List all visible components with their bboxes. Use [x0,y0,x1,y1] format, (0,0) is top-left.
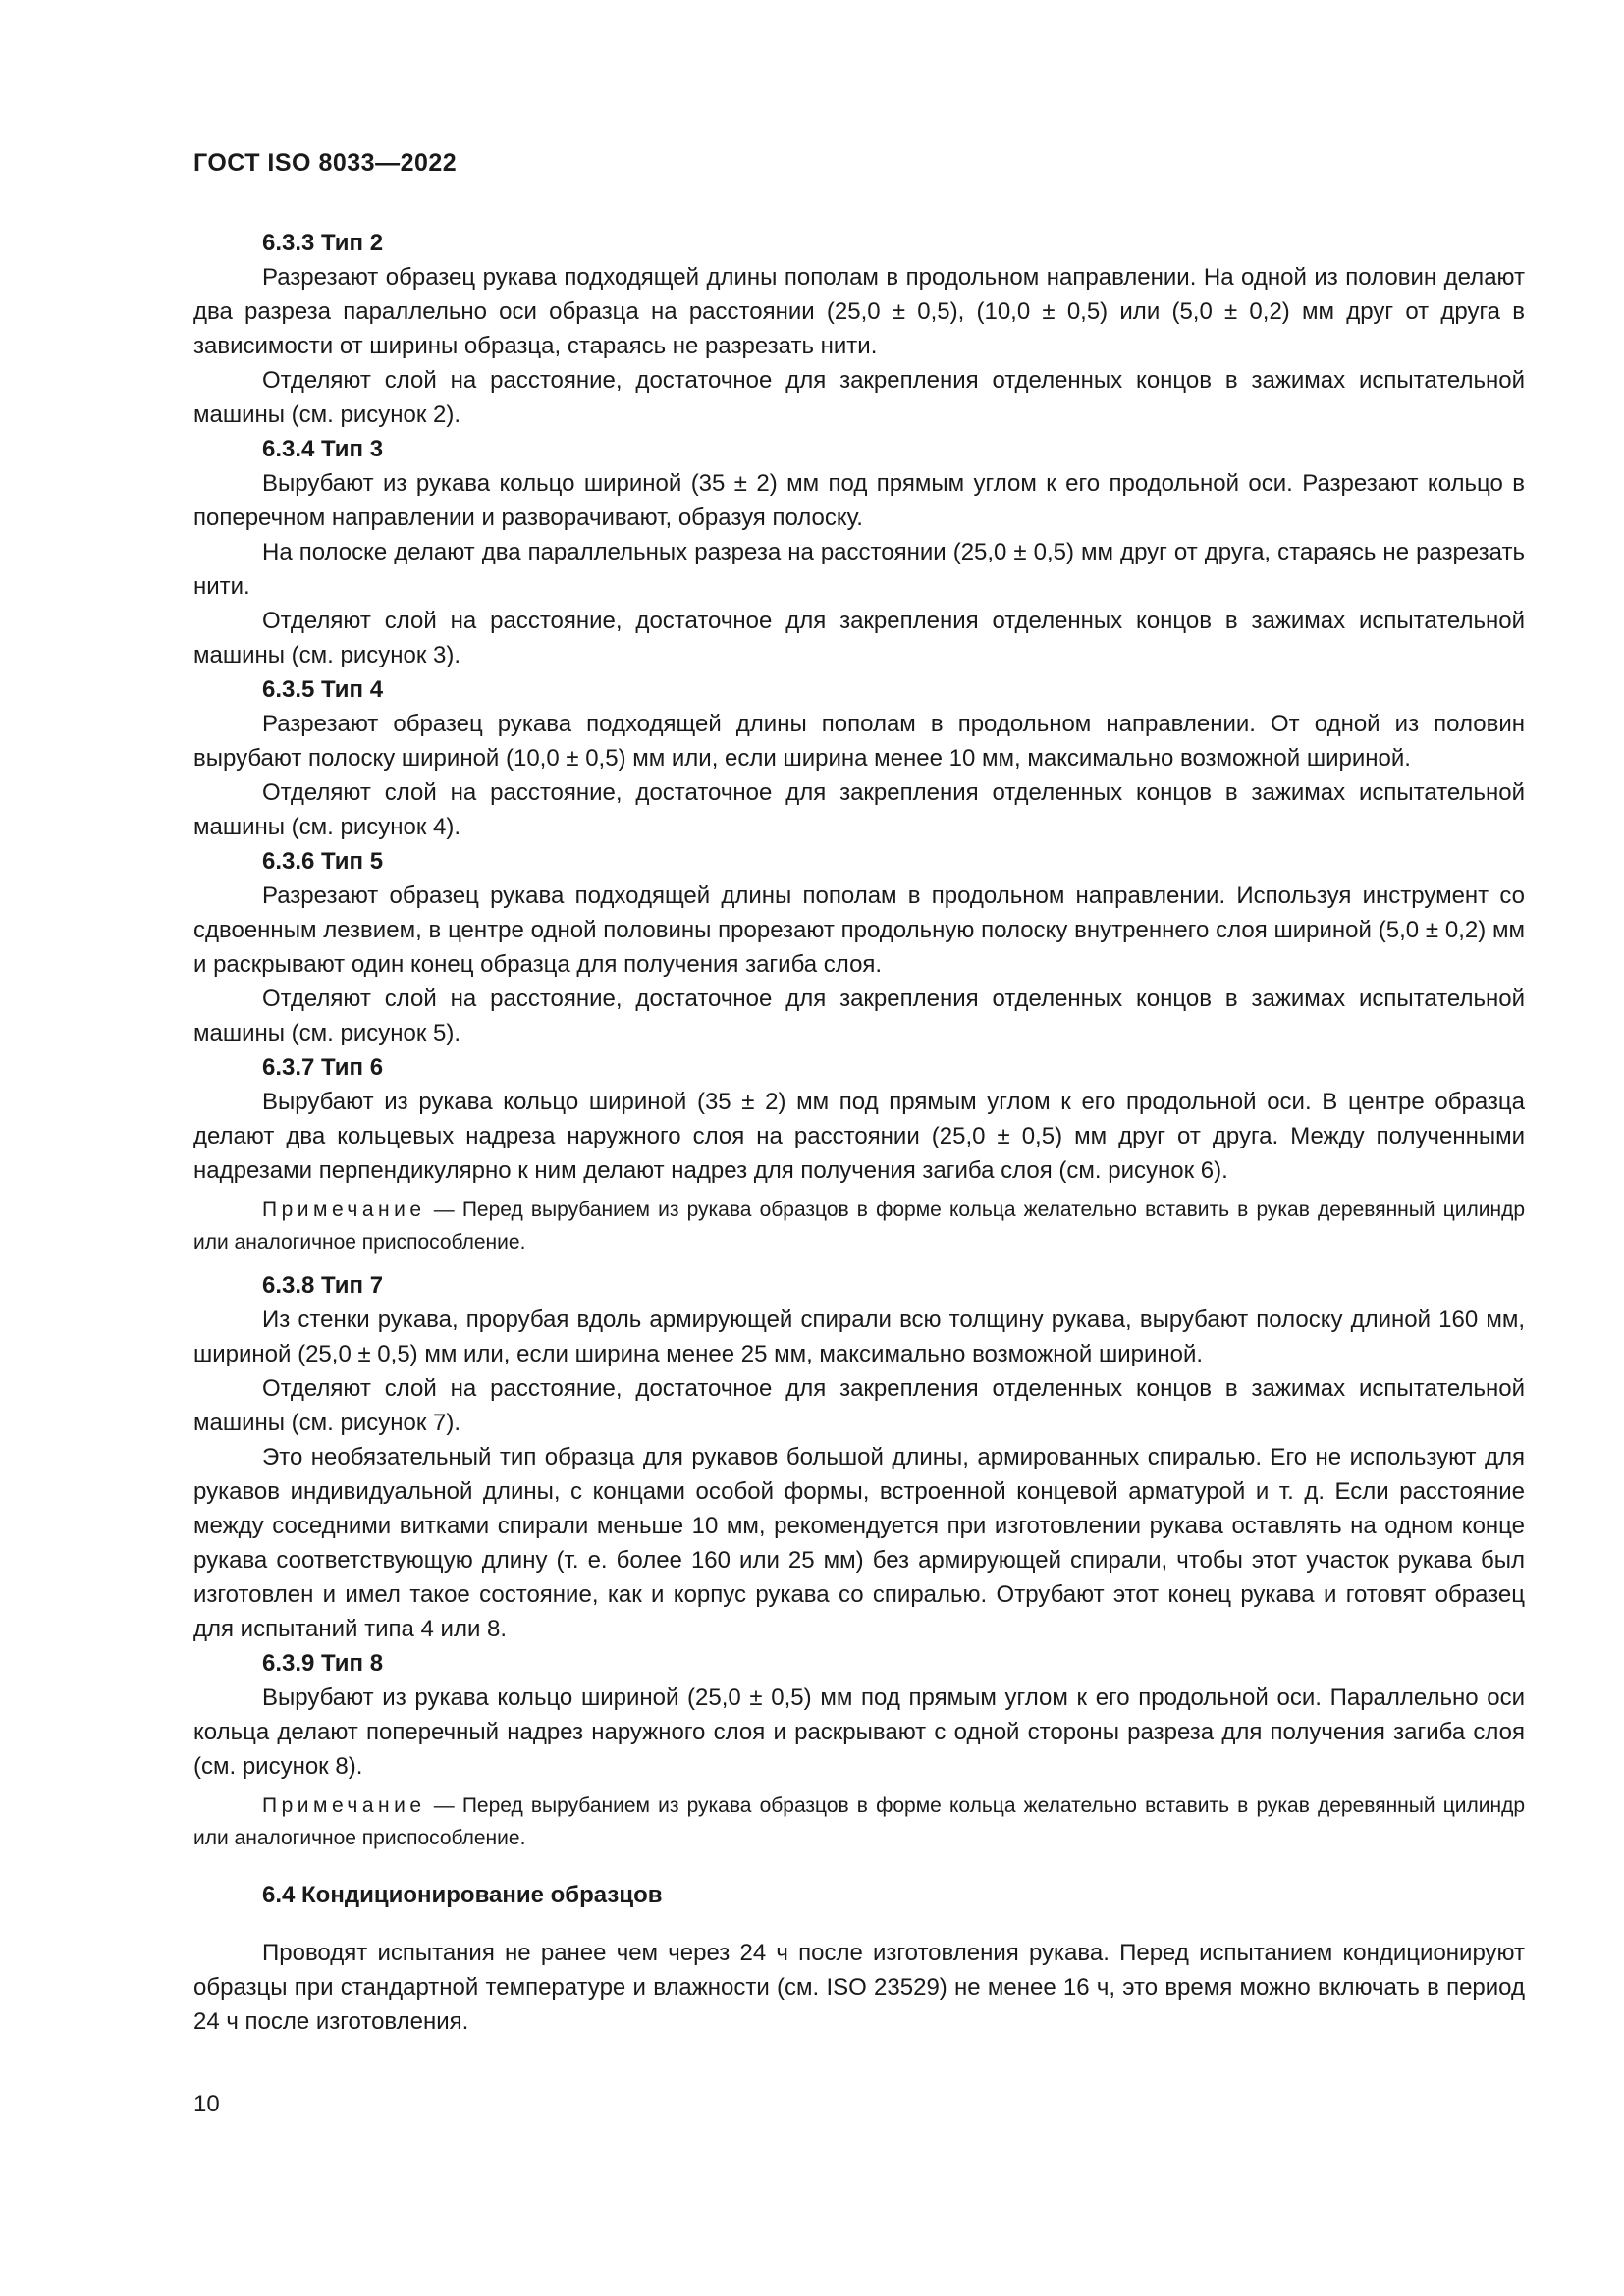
paragraph: Это необязательный тип образца для рукавов большой длины, армированных спиралью. Его не используют для рукавов индивидуальной длины, с концами особой формы, встроенной концевой арматурой и т. д. Если расстояние между соседними витками спирали меньше 10 мм, рекомендуется при изготовлении рукава оставлять на одном конце рукава соответствующую длину (т. е. более 160 или 25 мм) без армирующей спирали, чтобы этот участок рукава был изготовлен и имел такое состояние, как и корпус рукава со спиралью. Отрубают этот конец рукава и готовят образец для испытаний типа 4 или 8. [193,1444,1525,1642]
paragraph: Отделяют слой на расстояние, достаточное для закрепления отделенных концов в зажимах испытательной машины (см. рисунок 2). [193,367,1525,428]
paragraph: Вырубают из рукава кольцо шириной (35 ± 2) мм под прямым углом к его продольной оси. Разрезают кольцо в поперечном направлении и разворачивают, образуя полоску. [193,470,1525,531]
document-body [193,226,1525,2039]
section-heading-6-3-7: 6.3.7 Тип 6 [262,1054,384,1081]
section-heading-6-3-3: 6.3.3 Тип 2 [262,230,384,256]
paragraph: Из стенки рукава, прорубая вдоль армирующей спирали всю толщину рукава, вырубают полоску длиной 160 мм, шириной (25,0 ± 0,5) мм или, если ширина менее 25 мм, максимально возможной шириной. [193,1307,1525,1367]
note-label: Примечание [262,1199,426,1221]
paragraph: Разрезают образец рукава подходящей длины пополам в продольном направлении. Используя инструмент со сдвоенным лезвием, в центре одной половины прорезают продольную полоску внутреннего слоя шириной (5,0 ± 0,2) мм и раскрывают один конец образца для получения загиба слоя. [193,882,1525,978]
section-heading-6-3-6: 6.3.6 Тип 5 [262,848,384,875]
note-text: — Перед вырубанием из рукава образцов в форме кольца желательно вставить в рукав деревянный цилиндр или аналогичное приспособление. [193,1199,1525,1254]
paragraph: Проводят испытания не ранее чем через 24 ч после изготовления рукава. Перед испытанием кондиционируют образцы при стандартной температуре и влажности (см. ISO 23529) не менее 16 ч, это время можно включать в период 24 ч после изготовления. [193,1940,1525,2035]
paragraph: Разрезают образец рукава подходящей длины пополам в продольном направлении. От одной из половин вырубают полоску шириной (10,0 ± 0,5) мм или, если ширина менее 10 мм, максимально возможной шириной. [193,711,1525,772]
document-header: ГОСТ ISO 8033—2022 [193,149,458,177]
section-heading-6-3-9: 6.3.9 Тип 8 [262,1650,384,1677]
paragraph: Отделяют слой на расстояние, достаточное для закрепления отделенных концов в зажимах испытательной машины (см. рисунок 7). [193,1375,1525,1436]
note [193,1194,1525,1258]
note-label: Примечание [262,1794,426,1817]
section-heading-6-3-8: 6.3.8 Тип 7 [262,1272,384,1299]
paragraph: Вырубают из рукава кольцо шириной (35 ± 2) мм под прямым углом к его продольной оси. В центре образца делают два кольцевых надреза наружного слоя на расстоянии (25,0 ± 0,5) мм друг от друга. Между полученными надрезами перпендикулярно к ним делают надрез для получения загиба слоя (см. рисунок 6). [193,1089,1525,1184]
paragraph: Отделяют слой на расстояние, достаточное для закрепления отделенных концов в зажимах испытательной машины (см. рисунок 5). [193,986,1525,1046]
section-heading-6-4: 6.4 Кондиционирование образцов [262,1882,663,1908]
section-heading-6-3-5: 6.3.5 Тип 4 [262,676,384,703]
section-heading-6-3-4: 6.3.4 Тип 3 [262,436,384,462]
paragraph: Отделяют слой на расстояние, достаточное для закрепления отделенных концов в зажимах испытательной машины (см. рисунок 4). [193,779,1525,840]
note [193,1789,1525,1854]
paragraph: Вырубают из рукава кольцо шириной (25,0 ± 0,5) мм под прямым углом к его продольной оси. Параллельно оси кольца делают поперечный надрез наружного слоя и раскрывают с одной стороны разреза для получения загиба слоя (см. рисунок 8). [193,1684,1525,1780]
paragraph: Отделяют слой на расстояние, достаточное для закрепления отделенных концов в зажимах испытательной машины (см. рисунок 3). [193,608,1525,668]
page-number: 10 [193,2091,220,2117]
note-text: — Перед вырубанием из рукава образцов в форме кольца желательно вставить в рукав деревянный цилиндр или аналогичное приспособление. [193,1794,1525,1849]
paragraph: На полоске делают два параллельных разреза на расстоянии (25,0 ± 0,5) мм друг от друга, стараясь не разрезать нити. [193,539,1525,600]
paragraph: Разрезают образец рукава подходящей длины пополам в продольном направлении. На одной из половин делают два разреза параллельно оси образца на расстоянии (25,0 ± 0,5), (10,0 ± 0,5) или (5,0 ± 0,2) мм друг от друга в зависимости от ширины образца, стараясь не разрезать нити. [193,264,1525,359]
